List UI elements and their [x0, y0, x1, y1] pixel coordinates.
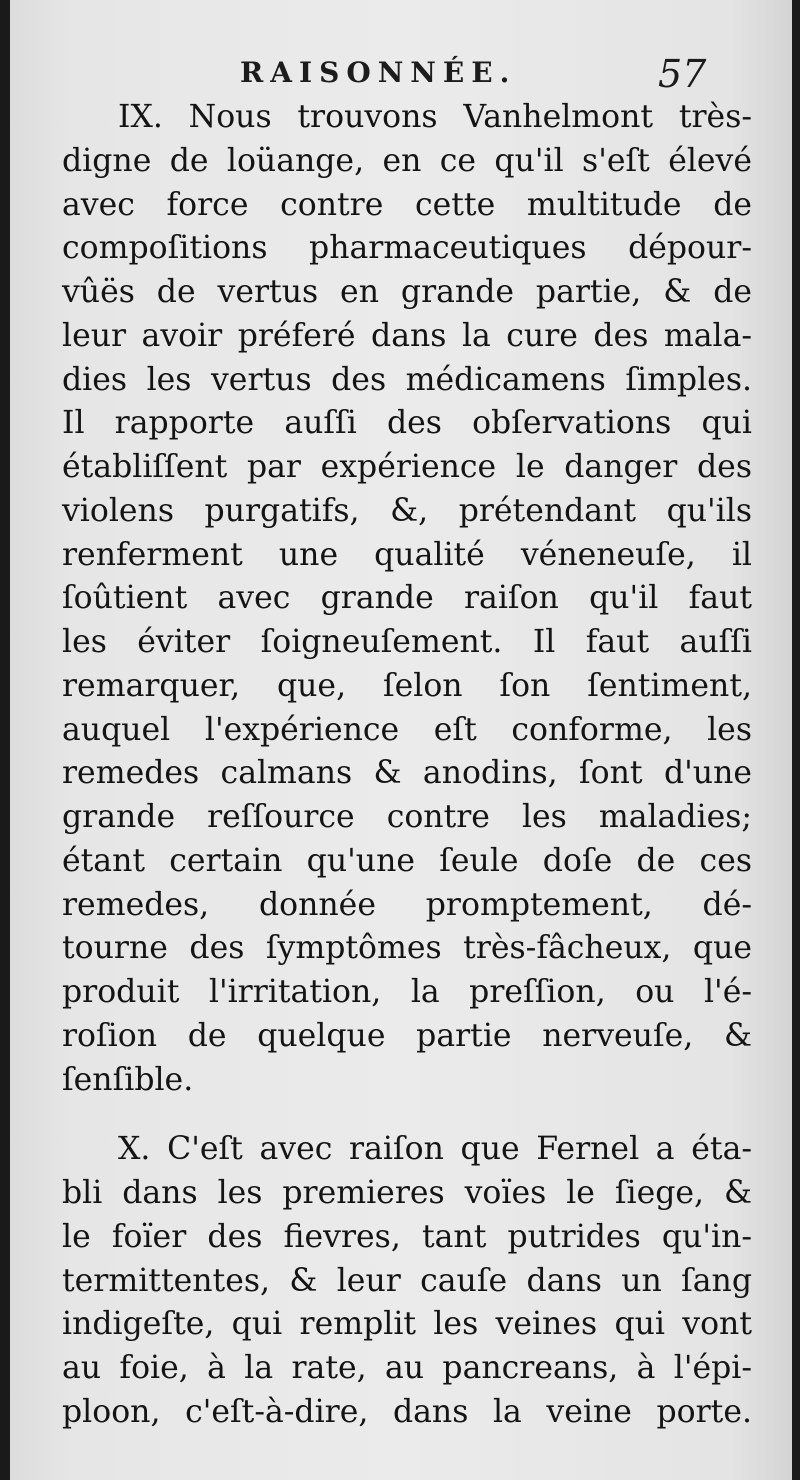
text-line: remedes calmans & anodins, ſont d'une — [62, 755, 752, 792]
text-line: violens purgatifs, &, prétendant qu'ils — [62, 492, 752, 529]
text-line: produit l'irritation, la preſſion, ou l'é- — [62, 974, 752, 1010]
page-number: 57 — [658, 52, 707, 96]
text-line: IX. Nous trouvons Vanhelmont très- — [118, 99, 752, 135]
text-line: indigeſte, qui remplit les veines qui vont — [62, 1306, 752, 1343]
running-title: RAISONNÉE. — [240, 56, 517, 89]
text-line: ploon, c'eſt-à-dire, dans la veine porte. — [62, 1393, 752, 1430]
text-line: X. C'eſt avec raiſon que Fernel a éta- — [118, 1131, 752, 1168]
text-line: grande reſſource contre les maladies; — [62, 799, 752, 835]
text-line: remedes, donnée promptement, dé- — [62, 886, 752, 923]
book-page — [10, 0, 792, 1480]
text-line: compoſitions pharmaceutiques dépour- — [62, 230, 752, 267]
text-line: ſenſible. — [62, 1061, 194, 1098]
text-line: termittentes, & leur cauſe dans un ſang — [62, 1262, 752, 1299]
text-line: leur avoir préferé dans la cure des mala- — [62, 317, 752, 354]
page-header — [10, 52, 792, 96]
text-line: remarquer, que, ſelon ſon ſentiment, — [62, 667, 752, 704]
text-line: roſion de quelque partie nerveuſe, & — [62, 1017, 752, 1054]
text-line: avec force contre cette multitude de — [62, 186, 752, 223]
text-line: auquel l'expérience eſt conforme, les — [62, 711, 752, 748]
text-line: dies les vertus des médicamens ſimples. — [62, 361, 752, 398]
text-line: les éviter ſoigneuſement. Il faut auſſi — [62, 624, 752, 660]
text-line: au foie, à la rate, au pancreans, à l'épi- — [62, 1350, 752, 1386]
text-line: ſoûtient avec grande raiſon qu'il faut — [62, 580, 752, 617]
paragraph-ix — [62, 96, 752, 1102]
text-line: le foïer des fievres, tant putrides qu'in- — [62, 1218, 752, 1255]
text-line: étant certain qu'une ſeule doſe de ces — [62, 842, 752, 879]
body-text — [62, 96, 752, 1435]
text-line: tourne des ſymptômes très-fâcheux, que — [62, 930, 752, 967]
paragraph-gap — [62, 1102, 752, 1128]
text-line: renferment une qualité véneneuſe, il — [62, 536, 752, 573]
text-line: bli dans les premieres voïes le ſiege, & — [62, 1175, 752, 1211]
paragraph-x — [62, 1128, 752, 1434]
text-line: digne de loüange, en ce qu'il s'eſt élevé — [62, 142, 752, 179]
text-line: vûës de vertus en grande partie, & de — [62, 274, 752, 310]
text-line: établiſſent par expérience le danger des — [62, 449, 752, 485]
text-line: Il rapporte auſſi des obſervations qui — [62, 405, 752, 442]
